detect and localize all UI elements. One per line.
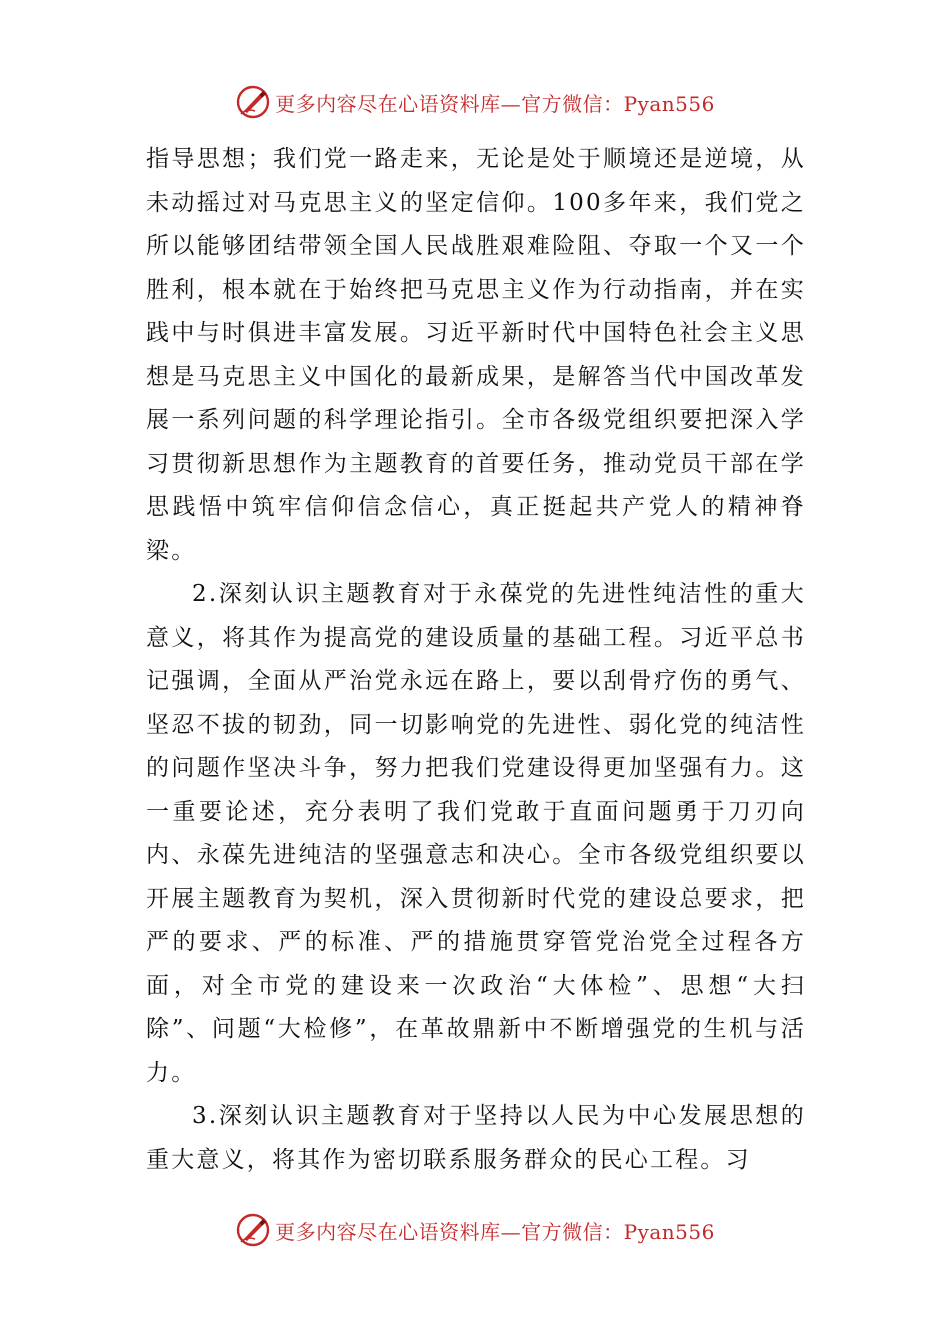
watermark-text: 更多内容尽在心语资料库—官方微信：Pyan556 [275,1219,715,1244]
header-watermark [0,80,950,124]
paragraph-2: 2.深刻认识主题教育对于永葆党的先进性纯洁性的重大意义，将其作为提高党的建设质量的基础工程。习近平总书记强调，全面从严治党永远在路上，要以刮骨疗伤的勇气、坚忍不拔的韧劲，同一切影响党的先进性、弱化党的纯洁性的问题作坚决斗争，努力把我们党建设得更加坚强有力。这一重要论述，充分表明了我们党敢于直面问题勇于刀刃向内、永葆先进纯洁的坚强意志和决心。全市各级党组织要以开展主题教育为契机，深入贯彻新时代党的建设总要求，把严的要求、严的标准、严的措施贯穿管党治党全过程各方面，对全市党的建设来一次政治“大体检”、思想“大扫除”、问题“大检修”，在革故鼎新中不断增强党的生机与活力。 [146,581,806,1086]
watermark-text: 更多内容尽在心语资料库—官方微信：Pyan556 [275,91,715,116]
footer-watermark [0,1208,950,1252]
document-body [146,138,806,1182]
paragraph-3: 3.深刻认识主题教育对于坚持以人民为中心发展思想的重大意义，将其作为密切联系服务群众的民心工程。习 [146,1103,806,1173]
paragraph-1: 指导思想；我们党一路走来，无论是处于顺境还是逆境，从未动摇过对马克思主义的坚定信仰。100多年来，我们党之所以能够团结带领全国人民战胜艰难险阻、夺取一个又一个胜利，根本就在于始终把马克思主义作为行动指南，并在实践中与时俱进丰富发展。习近平新时代中国特色社会主义思想是马克思主义中国化的最新成果，是解答当代中国改革发展一系列问题的科学理论指引。全市各级党组织要把深入学习贯彻新思想作为主题教育的首要任务，推动党员干部在学思践悟中筑牢信仰信念信心，真正挺起共产党人的精神脊梁。 [146,146,806,564]
pen-logo-icon [235,84,271,120]
pen-logo-icon [235,1212,271,1248]
